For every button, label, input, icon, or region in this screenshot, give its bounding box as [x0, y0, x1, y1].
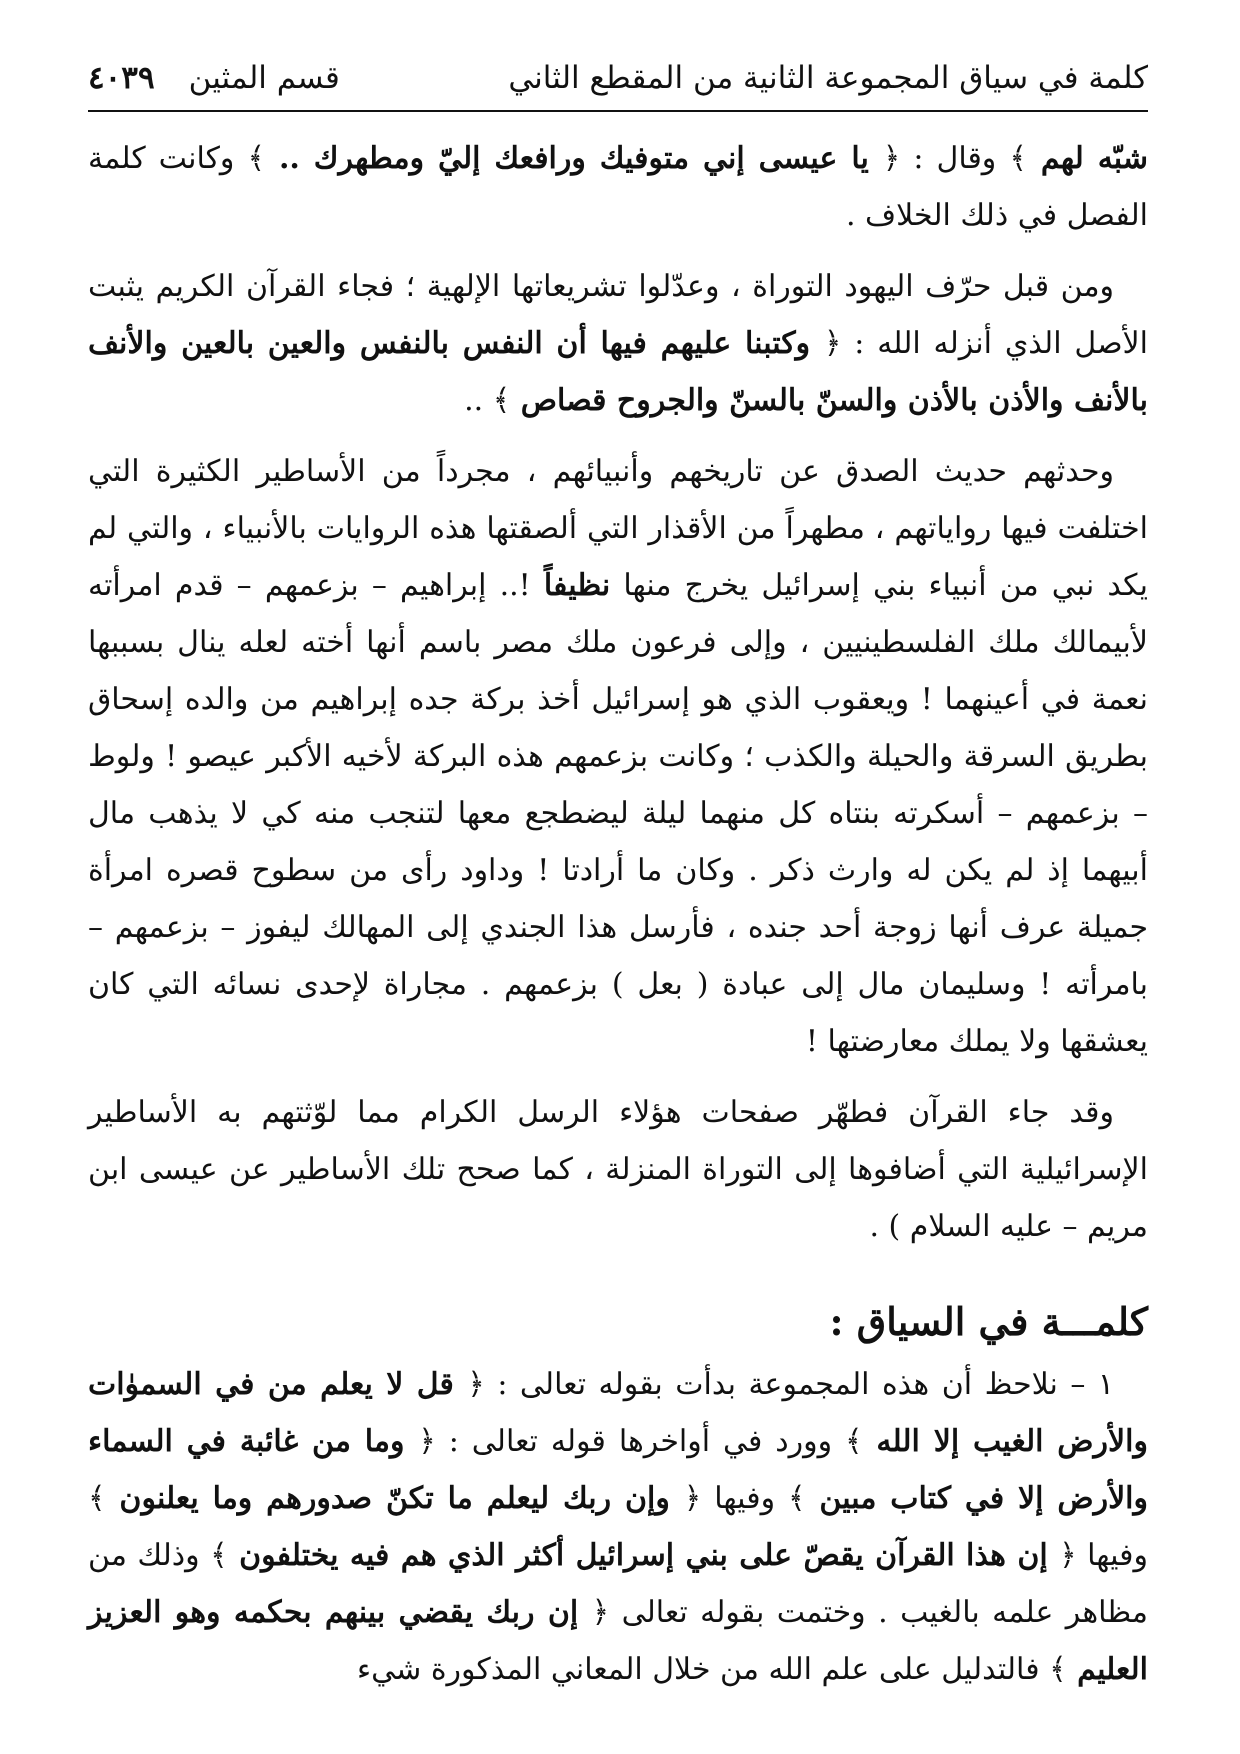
- text-segment: ١ – نلاحظ أن هذه المجموعة بدأت بقوله تعالى :: [484, 1367, 1115, 1402]
- quran-bracket: ﴾: [788, 1481, 806, 1516]
- paragraph: [88, 258, 1148, 429]
- quran-bracket: ﴿: [1059, 1538, 1077, 1573]
- quran-quote: يا عيسى إني متوفيك ورافعك إليّ ومطهرك ..: [265, 141, 883, 176]
- quran-quote: شبّه لهم: [1026, 141, 1149, 176]
- page-content: [88, 130, 1148, 1698]
- text-segment: وحدثهم حديث الصدق عن تاريخهم وأنبيائهم ، مجرداً من الأساطير الكثيرة التي اختلفت فيها رواياتهم ، مطهراً من الأقذار التي ألصقتها هذه الروايات بالأنبياء ، والتي لم يكد نبي من أنبياء بني إسرائيل يخرج منها: [88, 454, 1149, 603]
- text-segment: وذلك من مظاهر علمه بالغيب . وختمت بقوله تعالى: [88, 1538, 1148, 1630]
- page-number: ٤٠٣٩: [88, 60, 155, 96]
- body-paragraphs: [88, 130, 1148, 1255]
- quran-bracket: ﴾: [247, 141, 266, 176]
- quran-bracket: ﴿: [418, 1424, 436, 1459]
- paragraph: [88, 1084, 1148, 1255]
- text-segment: وكانت كلمة الفصل في ذلك الخلاف .: [88, 141, 1148, 233]
- section-heading: كلمـــة في السياق :: [829, 1299, 1148, 1344]
- quran-quote: إن هذا القرآن يقصّ على بني إسرائيل أكثر الذي هم فيه يختلفون: [227, 1538, 1060, 1573]
- header-title: كلمة في سياق المجموعة الثانية من المقطع الثاني: [508, 60, 1148, 96]
- text-segment: وفيها: [701, 1481, 788, 1516]
- text-segment: وورد في أواخرها قوله تعالى :: [435, 1424, 845, 1459]
- quran-bracket: ﴿: [683, 1481, 702, 1516]
- quran-quote: وكتبنا عليهم فيها أن النفس بالنفس والعين بالعين والأنف بالأنف والأذن بالأذن والسنّ بالسنّ والجروح قصاص: [88, 326, 1148, 418]
- quran-bracket: ﴾: [1049, 1652, 1067, 1687]
- quran-bracket: ﴾: [1009, 141, 1027, 176]
- text-segment: وقال :: [900, 141, 1010, 176]
- section-paragraphs: [88, 1356, 1148, 1698]
- quran-quote: وإن ربك ليعلم ما تكنّ صدورهم وما يعلنون: [105, 1481, 684, 1516]
- quran-bracket: ﴿: [591, 1595, 610, 1630]
- text-segment: وقد جاء القرآن فطهّر صفحات هؤلاء الرسل الكرام مما لوّثتهم به الأساطير الإسرائيلية التي أضافوها إلى التوراة المنزلة ، كما صحح تلك الأساطير عن عيسى ابن مريم – عليه السلام ) .: [88, 1095, 1148, 1244]
- header-meta: [88, 60, 340, 96]
- quran-bracket: ﴾: [844, 1424, 863, 1459]
- text-segment: وفيها: [1076, 1538, 1148, 1573]
- quran-quote: وما من غائبة في السماء والأرض إلا في كتاب مبين: [88, 1424, 1149, 1516]
- text-segment: !.. إبراهيم – بزعمهم – قدم امرأته لأبيمالك ملك الفلسطينيين ، وإلى فرعون ملك مصر باسم أنها أخته لعله ينال بسببها نعمة في أعينهما ! ويعقوب الذي هو إسرائيل أخذ بركة جده إبراهيم من والده إسحاق بطريق السرقة والحيلة والكذب ؛ وكانت بزعمهم هذه البركة لأخيه الأكبر عيصو ! ولوط – بزعمهم – أسكرته بنتاه كل منهما ليلة ليضطجع معها لتنجب منه كي لا يذهب مال أبيهما إذ لم يكن له وارث ذكر . وكان ما أرادتا ! وداود رأى من سطوح قصره امرأة جميلة عرف أنها زوجة أحد جنده ، فأرسل هذا الجندي إلى المهالك ليفوز – بزعمهم – بامرأته ! وسليمان مال إلى عبادة ( بعل ) بزعمهم . مجاراة لإحدى نسائه التي كان يعشقها ولا يملك معارضتها !: [88, 568, 1148, 1059]
- paragraph: [88, 1356, 1148, 1698]
- quran-bracket: ﴿: [467, 1367, 485, 1402]
- quran-quote: إن ربك يقضي بينهم بحكمه وهو العزيز العليم: [88, 1595, 1148, 1687]
- running-header: [88, 60, 1148, 112]
- quran-bracket: ﴾: [210, 1538, 228, 1573]
- quran-bracket: ﴿: [882, 141, 901, 176]
- text-segment: فالتدليل على علم الله من خلال المعاني المذكورة شيء: [357, 1652, 1050, 1687]
- paragraph: [88, 130, 1148, 244]
- paragraph: [88, 443, 1148, 1070]
- quran-bracket: ﴾: [492, 383, 511, 418]
- quran-bracket: ﴾: [88, 1481, 106, 1516]
- quran-quote: قل لا يعلم من في السموٰات والأرض الغيب إلا الله: [88, 1367, 1148, 1459]
- quran-quote: نظيفاً: [543, 568, 611, 603]
- header-section: قسم المثين: [188, 60, 340, 96]
- text-segment: ومن قبل حرّف اليهود التوراة ، وعدّلوا تشريعاتها الإلهية ؛ فجاء القرآن الكريم يثبت الأصل الذي أنزله الله :: [88, 269, 1148, 361]
- text-segment: ..: [464, 383, 493, 418]
- quran-bracket: ﴿: [823, 326, 842, 361]
